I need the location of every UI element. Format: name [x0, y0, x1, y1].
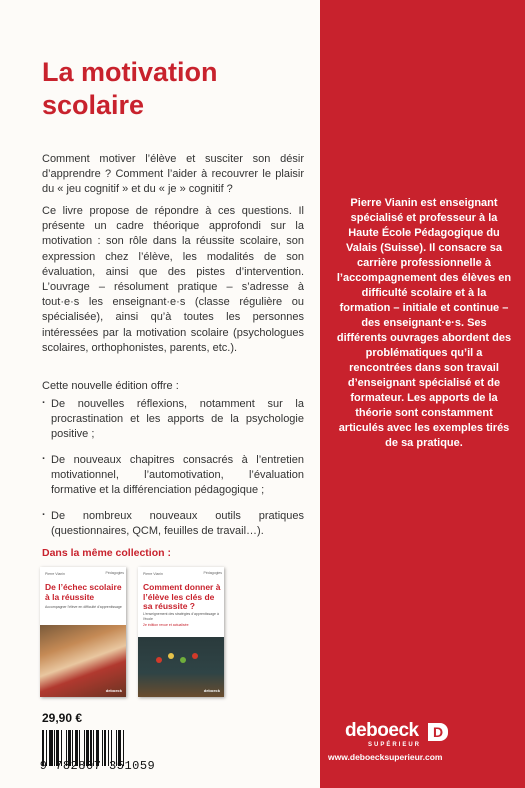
related-book-title: Comment donner à l’élève les clés de sa réussite ? [143, 582, 221, 611]
related-book-author: Pierre Vianin [45, 572, 65, 576]
publisher-logo-mark: D [428, 723, 448, 741]
related-book-title: De l’échec scolaire à la réussite [45, 582, 122, 602]
publisher-logo-text: deboeck [345, 720, 419, 741]
related-book-edition: 2e édition revue et actualisée [143, 623, 189, 627]
related-book-publisher: deboeck [203, 688, 220, 693]
offer-intro: Cette nouvelle édition offre : [42, 380, 179, 392]
related-book-author: Pierre Vianin [143, 572, 163, 576]
related-book-series: Pédagogies [105, 571, 124, 575]
offer-item: · De nombreux nouveaux outils pratiques (questionnaires, QCM, feuilles de travail…). [42, 509, 304, 539]
related-book-publisher: deboeck [105, 688, 122, 693]
apple-icon [168, 653, 174, 659]
author-bio [335, 196, 513, 451]
apple-icon [180, 657, 186, 663]
author-name: Pierre Vianin [350, 197, 418, 209]
price-label: 29,90 € [42, 711, 83, 725]
description-paragraph: Ce livre propose de répondre à ces questions. Il présente un cadre théorique approfondi sur la motivation : son rôle dans la réussite scolaire, son expression chez l’élève, les modalités de son évaluation, ainsi que des pistes d’intervention. L’ouvrage – résolument pratique – s’adresse à tout·e·s les enseignant·e·s (classe régulière ou spécialisée), ainsi qu’à toutes les personnes intéressées par la motivation scolaire (psychologues scolaires, orthophonistes, parents, etc.). [42, 205, 304, 354]
cover-photo [40, 625, 126, 697]
offer-item: · De nouveaux chapitres consacrés à l’entretien motivationnel, l’automotivation, l’évaluation formative et la différenciation pédagogique ; [42, 453, 304, 499]
related-book-cover[interactable] [138, 567, 224, 697]
related-book-series: Pédagogies [203, 571, 222, 575]
related-book-subtitle: L’enseignement des stratégies d’apprentissage à l’école [143, 612, 219, 621]
author-bio-text: est enseignant spécialisé et professeur à la Haute École Pédagogique du Valais (Suisse). Il consacre sa carrière professionnelle à l’accompagnement des élèves en difficulté scolaire et à la formation – initiale et continue – des enseignant·e·s. Ses différents ouvrages abordent des problématiques qu’il a rencontrées dans son travail d’enseignant spécialisé et de formateur. Les apports de la théorie sont constamment articulés avec les exemples tirés de sa pratique. [336, 197, 512, 449]
isbn-number: 9 782807 351059 [39, 759, 156, 773]
apple-icon [156, 657, 162, 663]
collection-label: Dans la même collection : [42, 547, 171, 559]
apple-icon [192, 653, 198, 659]
related-book-cover[interactable] [40, 567, 126, 697]
publisher-logo-subtitle: SUPÉRIEUR [368, 742, 422, 748]
intro-paragraph: Comment motiver l’élève et susciter son désir d’apprendre ? Comment l’aider à recouvrer le plaisir du « jeu cognitif » et du « je » cognitif ? [42, 153, 304, 196]
related-book-subtitle: Accompagner l’élève en difficulté d’apprentissage [45, 605, 122, 609]
publisher-logo [345, 720, 445, 744]
publisher-url[interactable]: www.deboecksuperieur.com [328, 752, 443, 762]
offer-item: · De nouvelles réflexions, notamment sur la procrastination et les apports de la psychologie positive ; [42, 397, 304, 443]
book-title: La motivation scolaire [42, 57, 218, 120]
